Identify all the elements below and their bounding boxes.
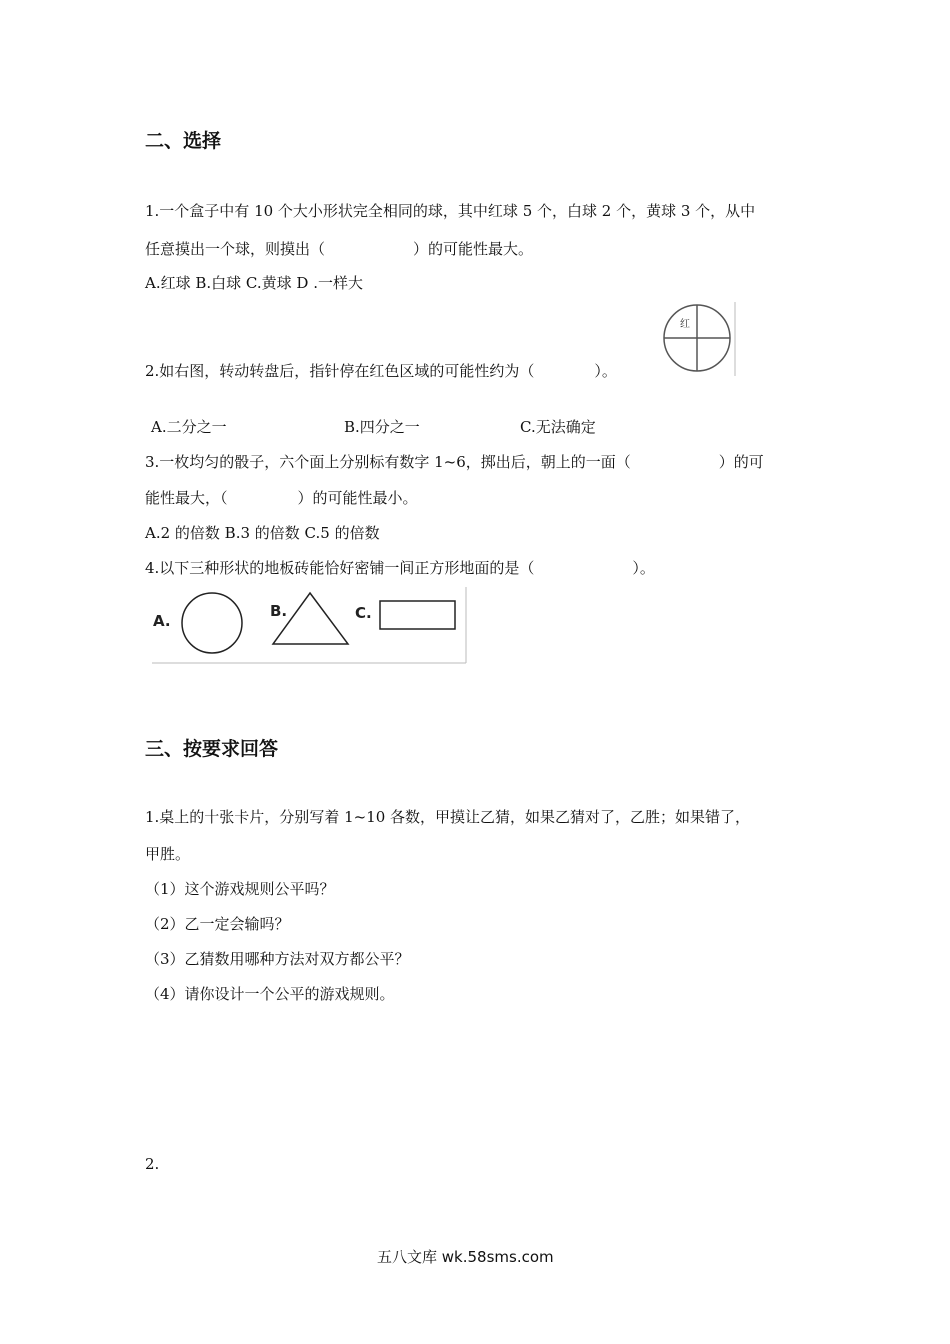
tile-label-c: C. <box>355 604 372 622</box>
s3-q1-sub1: （1）这个游戏规则公平吗？ <box>145 880 335 898</box>
q2-text-start: 2.如右图，转动转盘后，指针停在红色区域的可能性约为（ <box>145 362 535 380</box>
spinner-figure <box>660 300 740 378</box>
q2-option-c: C.无法确定 <box>520 418 596 436</box>
q3-options: A.2 的倍数 B.3 的倍数 C.5 的倍数 <box>145 524 380 542</box>
q1-options: A.红球 B.白球 C.黄球 D .一样大 <box>145 274 363 292</box>
q3-line2 <box>145 487 418 508</box>
section2-heading: 二、选择 <box>145 130 222 152</box>
q3-line1-end: ）的可 <box>718 453 764 471</box>
q1-line2-end: ）的可能性最大。 <box>413 240 534 258</box>
tile-label-b: B. <box>270 602 288 620</box>
q3-line2-start: 能性最大，（ <box>145 489 228 507</box>
q2-option-a: A.二分之一 <box>151 418 227 436</box>
s3-q1-line1: 1.桌上的十张卡片，分别写着 1~10 各数，甲摸让乙猜，如果乙猜对了，乙胜；如果错了， <box>145 808 751 826</box>
spinner-red-label: 红 <box>680 319 690 330</box>
q1-line2-start: 任意摸出一个球，则摸出（ <box>145 240 326 258</box>
s3-q1-sub2: （2）乙一定会输吗？ <box>145 915 290 933</box>
q2-option-b: B.四分之一 <box>344 418 420 436</box>
q3-line2-end: ）的可能性最小。 <box>297 489 418 507</box>
q4-text-start: 4.以下三种形状的地板砖能恰好密铺一间正方形地面的是（ <box>145 559 535 577</box>
circle-tile-shape <box>182 593 242 653</box>
q2-text <box>145 360 617 381</box>
rectangle-tile-shape <box>380 601 455 629</box>
tile-label-a: A. <box>153 612 171 630</box>
footer-watermark: 五八文库 wk.58sms.com <box>377 1248 554 1266</box>
tiles-figure <box>150 585 470 667</box>
s3-q1-sub4: （4）请你设计一个公平的游戏规则。 <box>145 985 395 1003</box>
q1-line2 <box>145 238 533 259</box>
q3-line1-start: 3.一枚均匀的骰子，六个面上分别标有数字 1~6，掷出后，朝上的一面（ <box>145 453 631 471</box>
s3-q1-sub3: （3）乙猜数用哪种方法对双方都公平？ <box>145 950 410 968</box>
section3-heading: 三、按要求回答 <box>145 738 279 760</box>
s3-q1-line2: 甲胜。 <box>145 845 191 863</box>
q2-text-end: ）。 <box>594 362 617 380</box>
s3-q2-label: 2. <box>145 1155 160 1173</box>
q3-line1 <box>145 451 764 472</box>
q4-text-end: ）。 <box>632 559 655 577</box>
q4-text <box>145 557 655 578</box>
q1-line1: 1.一个盒子中有 10 个大小形状完全相同的球，其中红球 5 个，白球 2 个，黄球 3 个，从中 <box>145 202 756 220</box>
